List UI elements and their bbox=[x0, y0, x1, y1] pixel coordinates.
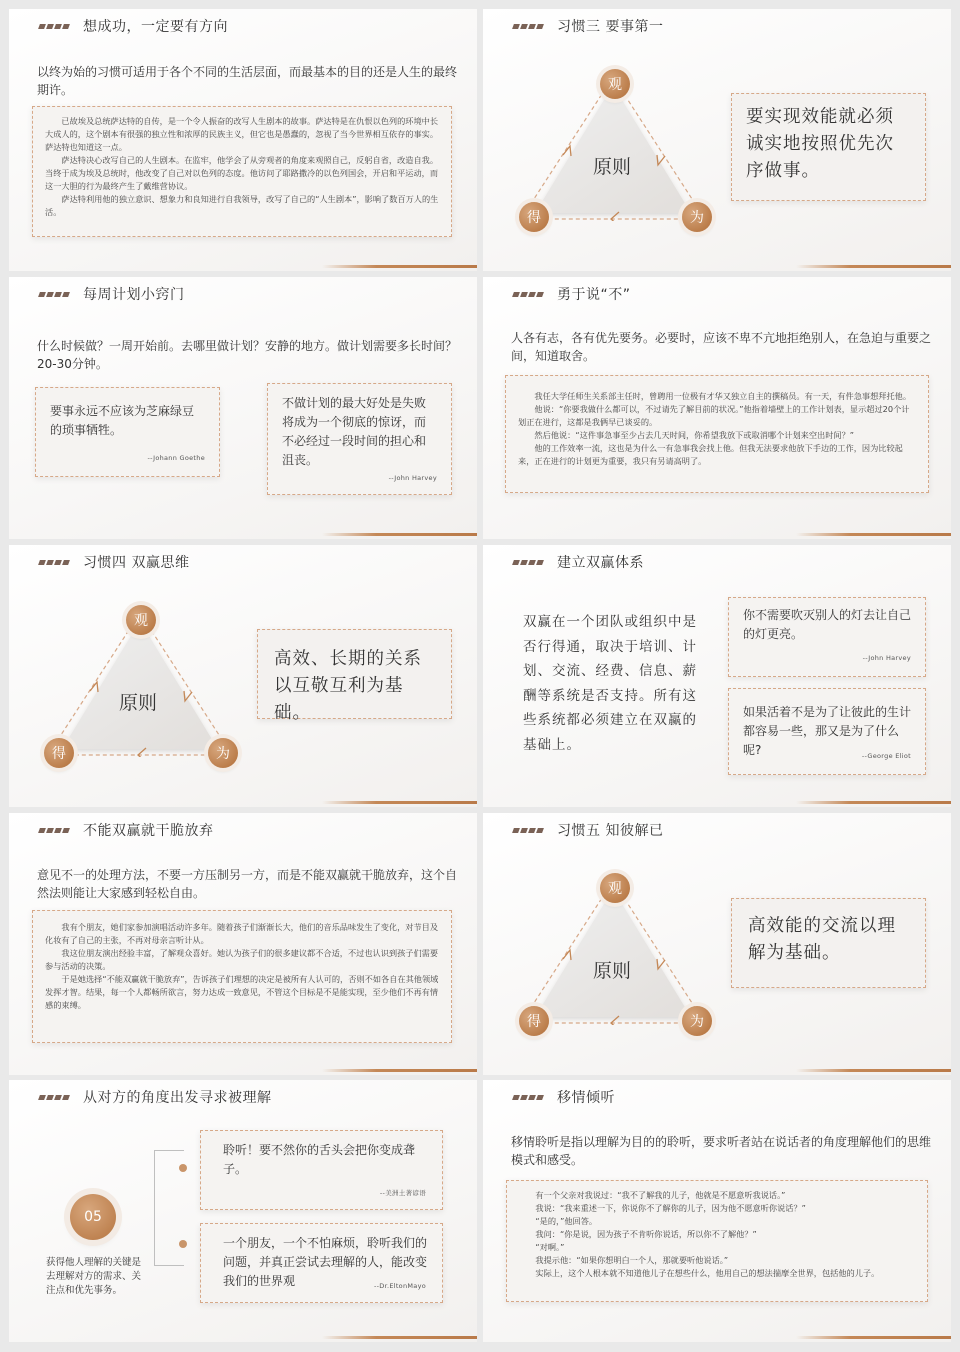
arrow-icon bbox=[611, 212, 619, 221]
slide-header bbox=[513, 552, 644, 572]
quote-text: 一个朋友，一个不怕麻烦，聆听我们的问题，并真正尝试去理解的人，能改变我们的世界观 bbox=[223, 1236, 428, 1288]
timeline-branch bbox=[154, 1265, 184, 1266]
story-paragraph: 萨达特决心改写自己的人生剧本。在监牢，他学会了从旁观者的角度来观照自己，反躬自省，改造自我。当终于成为埃及总统时，他改变了自己对以色列的态度。他访问了耶路撒冷的以色列国会，开启和平运动，而这一大胆的行为最终产生了戴维营协议。 bbox=[45, 155, 439, 191]
slide-title: 从对方的角度出发寻求被理解 bbox=[83, 1090, 272, 1106]
intro-text: 移情聆听是指以理解为目的的聆听，要求听者站在说话者的角度理解他们的思维模式和感受。 bbox=[511, 1135, 932, 1167]
slide-7 bbox=[9, 813, 477, 1075]
principle-text: 高效能的交流以理解为基础。 bbox=[748, 916, 896, 963]
story-paragraph: 他说：“你要我做什么都可以，不过请先了解目前的状况。”他指着墙壁上的工作计划表，显示超过20个计划正在进行，这都是我俩早已谈妥的。 bbox=[518, 404, 910, 427]
slide-3 bbox=[9, 277, 477, 539]
quote-text: 你不需要吹灭别人的灯去让自己的灯更亮。 bbox=[743, 608, 912, 641]
quote-text: 聆听！要不然你的舌头会把你变成聋子。 bbox=[223, 1143, 416, 1176]
intro-text: 人各有志，各有优先要务。必要时，应该不卑不亢地拒绝别人，在急迫与重要之间，知道取舍。 bbox=[511, 331, 932, 363]
story-paragraph: 他的工作效率一流，这也是为什么一有急事我会找上他。但我无法要求他放下手边的工作，因为比较起来，正在进行的计划更为重要，我只有另请高明了。 bbox=[518, 443, 903, 466]
slide-2 bbox=[483, 9, 951, 271]
slide-6 bbox=[483, 545, 951, 807]
node-circle-icon: 得 bbox=[519, 1006, 549, 1036]
principle-box bbox=[731, 898, 926, 988]
quote-box-2 bbox=[728, 688, 926, 775]
node-circle-icon: 观 bbox=[126, 605, 156, 635]
header-bars-icon bbox=[513, 828, 543, 833]
story-box bbox=[32, 106, 452, 237]
header-bars-icon bbox=[39, 24, 69, 29]
step-number-badge: 05 bbox=[70, 1194, 116, 1240]
caption-text: 获得他人理解的关键是去理解对方的需求、关注点和优先事务。 bbox=[46, 1257, 142, 1296]
slide-title: 每周计划小窍门 bbox=[83, 287, 185, 303]
story-paragraph: 萨达特利用他的独立意识、想象力和良知进行自我领导，改写了自己的“人生剧本”，影响了数百万人的生活。 bbox=[45, 194, 439, 217]
header-bars-icon bbox=[39, 560, 69, 565]
story-box bbox=[506, 1180, 928, 1302]
timeline-dot bbox=[179, 1240, 187, 1248]
slide-title: 想成功，一定要有方向 bbox=[83, 19, 228, 35]
slide-header bbox=[39, 820, 214, 840]
node-circle-icon: 得 bbox=[44, 738, 74, 768]
slide-header bbox=[513, 820, 663, 840]
timeline-line bbox=[154, 1150, 155, 1265]
quote-author: --Johann Goethe bbox=[147, 454, 205, 462]
story-paragraph: 然后他说：“这件事急事至少占去几天时间，你希望我放下或取消哪个计划来空出时间？” bbox=[534, 430, 855, 440]
core-label: 原则 bbox=[119, 692, 158, 714]
story-paragraph: 实际上，这个人根本就不知道他儿子在想些什么，他用自己的想法揣摩全世界，包括他的儿子。 bbox=[535, 1268, 880, 1278]
slide-header bbox=[39, 16, 228, 36]
intro-text: 什么时候做？一周开始前。去哪里做计划？安静的地方。做计划需要多长时间？20-30分钟。 bbox=[37, 339, 458, 371]
timeline-branch bbox=[154, 1150, 184, 1151]
quote-text: 要事永远不应该为芝麻绿豆的琐事牺牲。 bbox=[50, 404, 195, 437]
quote-author: --Dr.EltonMayo bbox=[373, 1282, 426, 1290]
story-paragraph: 已故埃及总统萨达特的自传，是一个令人振奋的改写人生剧本的故事。萨达特是在仇恨以色列的环境中长大成人的，这个剧本有很强的独立性和浓厚的民族主义，但它也是愚蠢的，忽视了当今世界相互依存的事实。萨达特也知道这一点。 bbox=[45, 116, 439, 152]
slide-5 bbox=[9, 545, 477, 807]
story-paragraph: 我提示他：“如果你想明白一个人，那就要听他说话。” bbox=[535, 1255, 729, 1265]
story-paragraph: 我有个朋友，她们家参加演唱活动许多年。随着孩子们渐渐长大，他们的音乐品味发生了变化，对节目及化妆有了自己的主张，不再对母亲言听计从。 bbox=[45, 922, 439, 945]
slide-4 bbox=[483, 277, 951, 539]
story-paragraph: 于是她选择“不能双赢就干脆放弃”，告诉孩子们理想的决定是被所有人认可的，否则不如各自在其他领域发挥才智。结果，每一个人都畅所欲言，努力达成一致意见，不管这个目标是不是能实现，至少他们不再有情感的束缚。 bbox=[45, 974, 439, 1010]
principle-box bbox=[257, 629, 452, 723]
quote-box-2 bbox=[267, 383, 452, 495]
header-bars-icon bbox=[513, 292, 543, 297]
principle-box bbox=[731, 93, 926, 201]
quote-text: 不做计划的最大好处是失败将成为一个彻底的惊讶，而不必经过一段时间的担心和沮丧。 bbox=[282, 396, 427, 467]
slide-title: 勇于说“不” bbox=[557, 287, 631, 303]
header-bars-icon bbox=[513, 1095, 543, 1100]
principle-text: 高效、长期的关系以互敬互利为基础。 bbox=[274, 649, 422, 723]
node-circle-icon: 观 bbox=[600, 873, 630, 903]
quote-author: --John Harvey bbox=[388, 474, 437, 482]
slide-title: 习惯四 双赢思维 bbox=[83, 555, 190, 571]
node-circle-icon: 为 bbox=[682, 1006, 712, 1036]
slide-title: 习惯五 知彼解已 bbox=[557, 823, 664, 839]
slide-10 bbox=[483, 1080, 951, 1342]
story-box bbox=[32, 910, 452, 1043]
quote-author: --美洲土著谚语 bbox=[379, 1189, 426, 1197]
slide-title: 移情倾听 bbox=[557, 1090, 615, 1106]
quote-author: --George Eliot bbox=[861, 752, 911, 760]
node-circle-icon: 为 bbox=[682, 202, 712, 232]
slide-1 bbox=[9, 9, 477, 271]
story-paragraph: 我说：“我来重述一下，你说你不了解你的儿子，因为他不愿意听你说话？” bbox=[535, 1203, 806, 1213]
slide-header bbox=[39, 1087, 272, 1107]
story-paragraph: 我任大学任师生关系部主任时，曾聘用一位极有才华又独立自主的撰稿员。有一天，有件急事想拜托他。 bbox=[534, 391, 912, 401]
slide-title: 习惯三 要事第一 bbox=[557, 19, 664, 35]
quote-box-1 bbox=[35, 387, 220, 477]
core-label: 原则 bbox=[593, 960, 632, 982]
slide-header bbox=[39, 552, 189, 572]
story-paragraph: “是的，”他回答。 bbox=[535, 1216, 598, 1226]
header-bars-icon bbox=[39, 292, 69, 297]
story-paragraph: 我问：“你是说，因为孩子不肯听你说话，所以你不了解他？” bbox=[535, 1229, 757, 1239]
slide-header bbox=[39, 284, 185, 304]
node-circle-icon: 观 bbox=[600, 69, 630, 99]
story-paragraph: “对啊。” bbox=[535, 1242, 565, 1252]
quote-box-1 bbox=[728, 597, 926, 677]
node-circle-icon: 得 bbox=[519, 202, 549, 232]
quote-box-2 bbox=[200, 1223, 443, 1303]
node-circle-icon: 为 bbox=[208, 738, 238, 768]
slide-header bbox=[513, 16, 663, 36]
slide-title: 建立双赢体系 bbox=[557, 555, 644, 571]
intro-text: 意见不一的处理方法，不要一方压制另一方，而是不能双赢就干脆放弃，这个自然法则能让大家感到轻松自由。 bbox=[37, 868, 458, 900]
quote-box-1 bbox=[200, 1130, 443, 1210]
arrow-icon bbox=[138, 748, 146, 757]
slide-title: 不能双赢就干脆放弃 bbox=[83, 823, 214, 839]
header-bars-icon bbox=[39, 828, 69, 833]
header-bars-icon bbox=[513, 24, 543, 29]
quote-author: --John Harvey bbox=[862, 654, 911, 662]
slide-header bbox=[513, 1087, 615, 1107]
principle-text: 要实现效能就必须诚实地按照优先次序做事。 bbox=[746, 107, 894, 181]
quote-text: 如果活着不是为了让彼此的生计都容易一些，那又是为了什么呢? bbox=[743, 705, 912, 757]
core-label: 原则 bbox=[593, 156, 632, 178]
slide-header bbox=[513, 284, 631, 304]
story-paragraph: 我这位朋友演出经验丰富，了解观众喜好。她认为孩子们的很多建议都不合适，不过也认识到孩子们需要参与活动的决策。 bbox=[45, 948, 439, 971]
intro-text: 以终为始的习惯可适用于各个不同的生活层面，而最基本的目的还是人生的最终期许。 bbox=[37, 65, 458, 97]
story-paragraph: 有一个父亲对我说过：“我不了解我的儿子，他就是不愿意听我说话。” bbox=[535, 1190, 786, 1200]
timeline-dot bbox=[179, 1164, 187, 1172]
side-text: 双赢在一个团队或组织中是否行得通，取决于培训、计划、交流、经费、信息、薪酬等系统是否支持。所有这些系统都必须建立在双赢的基础上。 bbox=[523, 614, 697, 753]
slide-9 bbox=[9, 1080, 477, 1342]
slide-8 bbox=[483, 813, 951, 1075]
story-box bbox=[505, 375, 929, 493]
header-bars-icon bbox=[513, 560, 543, 565]
arrow-icon bbox=[611, 1016, 619, 1025]
header-bars-icon bbox=[39, 1095, 69, 1100]
